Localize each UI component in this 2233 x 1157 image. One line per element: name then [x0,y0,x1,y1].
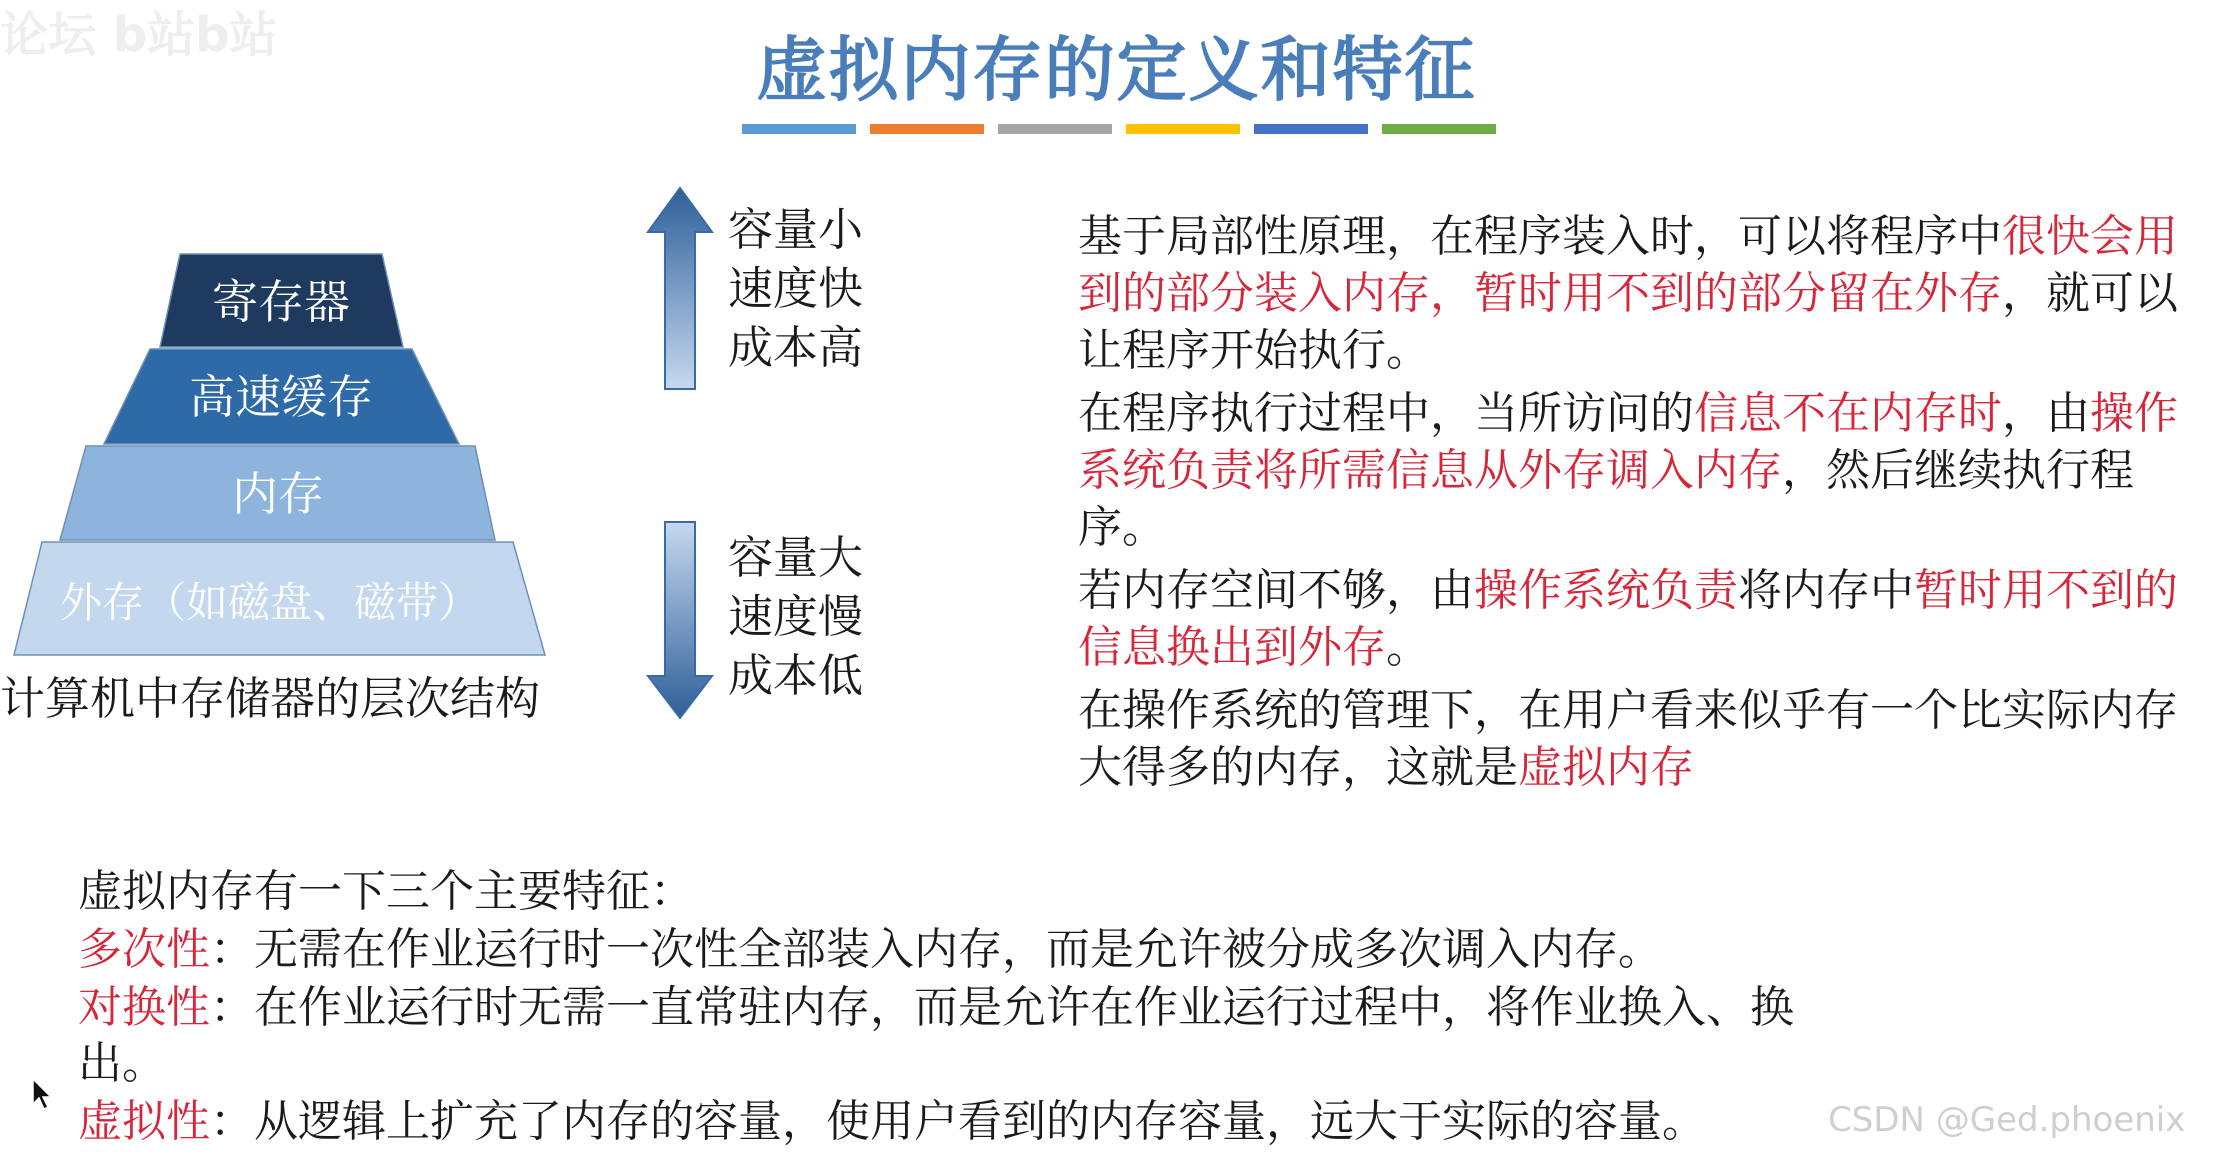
watermark: CSDN @Ged.phoenix [1828,1100,2186,1140]
feature-desc: ：在作业运行时无需一直常驻内存，而是允许在作业运行过程中，将作业换入、换出。 [78,982,1794,1089]
feature-term: 对换性 [78,982,210,1033]
pyramid-label-memory: 内存 [232,467,324,521]
text-span: ，由 [2002,388,2090,439]
features-section [78,864,1878,1152]
highlight-span: 操作系统负责将所需信息从外存调入内存 [1078,388,2178,496]
pyramid-label-storage: 外存（如磁盘、磁带） [59,578,481,627]
text-span: 在操作系统的管理下，在用户看来似乎有一个比实际内存大得多的内存，这就是 [1078,685,2178,793]
pyramid-label-cache: 高速缓存 [189,370,373,424]
color-bar-segment [1382,124,1496,134]
highlight-span: 暂时用不到的信息换出到外存 [1078,565,2178,673]
text-span: ，就可以让程序开始执行。 [1078,268,2178,376]
color-bar-segment [870,124,984,134]
feature-item [78,980,1828,1092]
text-span: 。 [1386,622,1430,673]
features-intro: 虚拟内存有一下三个主要特征： [78,866,694,917]
arrow-down-icon [646,520,714,720]
feature-term: 多次性 [78,924,210,975]
color-bar-segment [1254,124,1368,134]
highlight-span: 虚拟内存 [1518,742,1694,793]
color-bar-segment [1126,124,1240,134]
title-color-bar [742,124,1496,134]
feature-term: 虚拟性 [78,1096,210,1147]
text-span: 将内存中 [1738,565,1914,616]
definition-paragraph [1078,208,2218,379]
highlight-span: 很快会用到的部分装入内存，暂时用不到的部分留在外存 [1078,211,2178,319]
feature-desc: ：无需在作业运行时一次性全部装入内存，而是允许被分成多次调入内存。 [210,924,1662,975]
pyramid-caption: 计算机中存储器的层次结构 [0,672,541,725]
highlight-span: 信息不在内存时 [1694,388,2002,439]
color-bar-segment [742,124,856,134]
feature-item [78,1094,1878,1150]
text-span: 基于局部性原理，在程序装入时，可以将程序中 [1078,211,2002,262]
definition-paragraph [1078,562,2218,676]
text-span: ，然后继续执行程序。 [1078,445,2134,553]
text-span: 若内存空间不够，由 [1078,565,1474,616]
feature-desc: ：从逻辑上扩充了内存的容量，使用户看到的内存容量，远大于实际的容量。 [210,1096,1706,1147]
arrow-label-top: 容量小 速度快 成本高 [728,203,864,374]
definition-paragraph [1078,385,2218,556]
pyramid-label-registers: 寄存器 [212,275,350,329]
memory-pyramid [0,240,560,665]
feature-item [78,922,1878,978]
highlight-span: 操作系统负责 [1474,565,1738,616]
page-title: 虚拟内存的定义和特征 [756,29,1477,111]
arrow-up-icon [646,186,714,392]
definition-paragraph [1078,682,2218,796]
definition-text [1078,208,2218,802]
corner-logo: 论坛 b站b站 [0,7,278,63]
text-span: 在程序执行过程中，当所访问的 [1078,388,1694,439]
mouse-cursor-icon [32,1078,54,1110]
color-bar-segment [998,124,1112,134]
arrow-label-bottom: 容量大 速度慢 成本低 [728,531,864,702]
